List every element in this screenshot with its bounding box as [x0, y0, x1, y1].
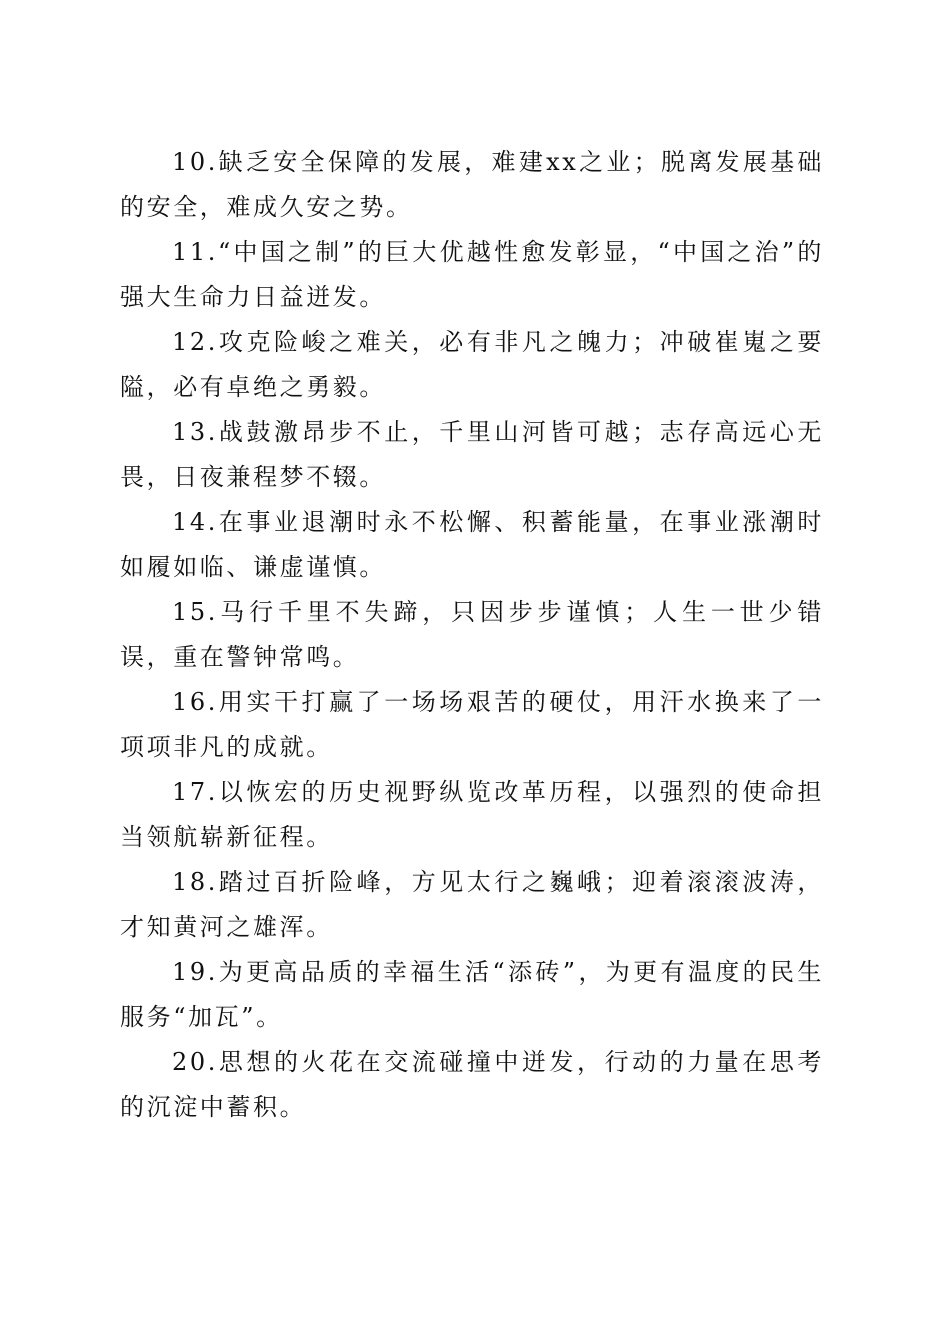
paragraph-20	[120, 1040, 824, 1130]
paragraph-number: 14.	[172, 508, 218, 536]
paragraph-number: 10.	[172, 148, 218, 176]
paragraph-number: 18.	[172, 868, 218, 896]
paragraph-text: 攻克险峻之难关，必有非凡之魄力；冲破崔嵬之要隘，必有卓绝之勇毅。	[120, 328, 824, 401]
paragraph-18	[120, 860, 824, 950]
paragraph-text: 在事业退潮时永不松懈、积蓄能量，在事业涨潮时如履如临、谦虚谨慎。	[120, 508, 824, 581]
paragraph-text: 马行千里不失蹄，只因步步谨慎；人生一世少错误，重在警钟常鸣。	[120, 598, 824, 671]
paragraph-number: 13.	[172, 418, 218, 446]
paragraph-14	[120, 500, 824, 590]
paragraph-16	[120, 680, 824, 770]
paragraph-17	[120, 770, 824, 860]
paragraph-number: 17.	[172, 778, 218, 806]
paragraph-text: 战鼓激昂步不止，千里山河皆可越；志存高远心无畏，日夜兼程梦不辍。	[120, 418, 824, 491]
paragraph-15	[120, 590, 824, 680]
document-body	[120, 140, 824, 1130]
paragraph-number: 20.	[172, 1048, 218, 1076]
paragraph-11	[120, 230, 824, 320]
paragraph-text: 思想的火花在交流碰撞中迸发，行动的力量在思考的沉淀中蓄积。	[120, 1048, 824, 1121]
paragraph-text: 踏过百折险峰，方见太行之巍峨；迎着滚滚波涛，才知黄河之雄浑。	[120, 868, 824, 941]
paragraph-10	[120, 140, 824, 230]
paragraph-text: 缺乏安全保障的发展，难建xx之业；脱离发展基础的安全，难成久安之势。	[120, 148, 824, 221]
paragraph-number: 12.	[172, 328, 218, 356]
paragraph-text: 以恢宏的历史视野纵览改革历程，以强烈的使命担当领航崭新征程。	[120, 778, 824, 851]
paragraph-number: 19.	[172, 958, 218, 986]
paragraph-19	[120, 950, 824, 1040]
paragraph-text: 为更高品质的幸福生活“添砖”，为更有温度的民生服务“加瓦”。	[120, 958, 824, 1031]
paragraph-12	[120, 320, 824, 410]
paragraph-13	[120, 410, 824, 500]
paragraph-text: “中国之制”的巨大优越性愈发彰显，“中国之治”的强大生命力日益迸发。	[120, 238, 824, 311]
paragraph-number: 16.	[172, 688, 218, 716]
paragraph-number: 15.	[172, 598, 218, 626]
paragraph-number: 11.	[172, 238, 218, 266]
paragraph-text: 用实干打赢了一场场艰苦的硬仗，用汗水换来了一项项非凡的成就。	[120, 688, 824, 761]
